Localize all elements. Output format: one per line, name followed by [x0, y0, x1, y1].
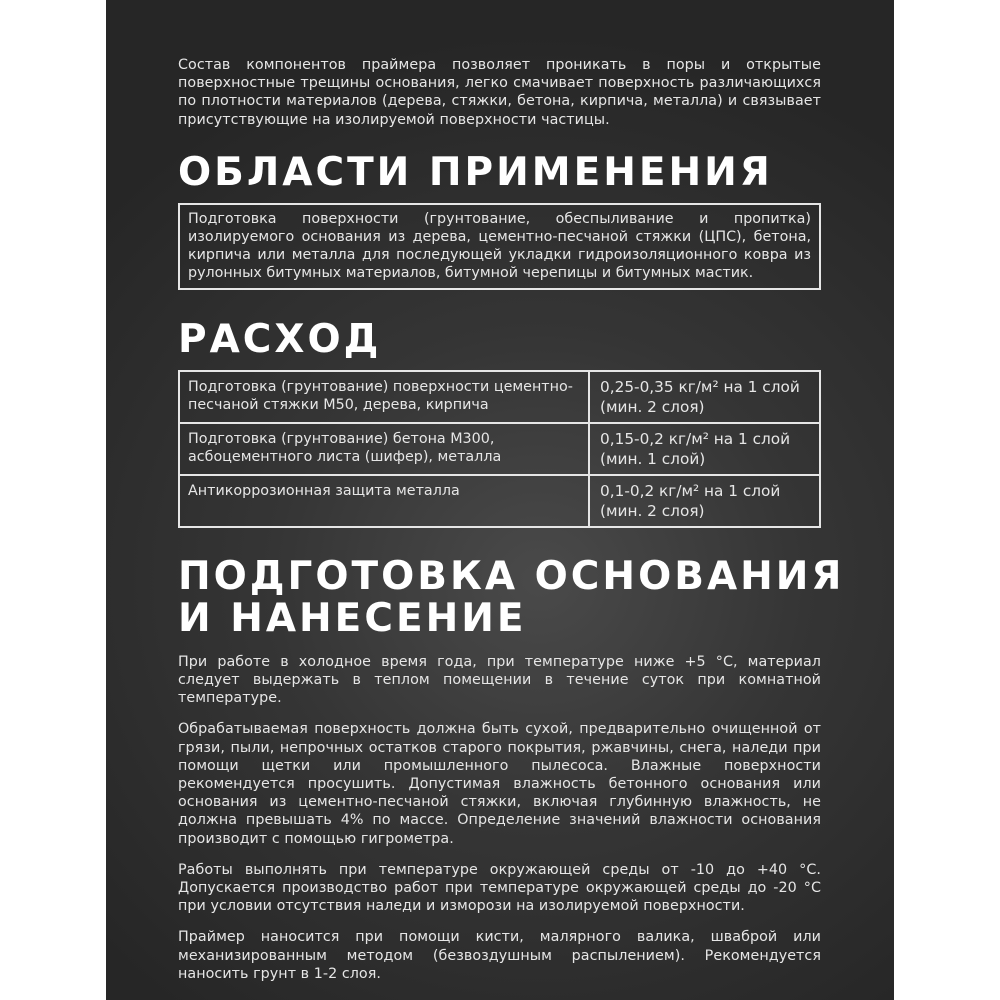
consumption-rate: 0,15-0,2 кг/м² на 1 слой — [600, 429, 791, 448]
table-row — [179, 423, 820, 475]
areas-box: Подготовка поверхности (грунтование, обеспыливание и пропитка) изолируемого основания из дерева, цементно-песчаной стяжки (ЦПС), бетона, кирпича или металла для последующей укладки гидроизоляционного ковра из рулонных битумных материалов, битумной черепицы и битумных мастик. — [178, 203, 821, 290]
consumption-heading: РАСХОД — [178, 316, 382, 362]
table-row — [179, 475, 820, 527]
consumption-use-cell: Антикоррозионная защита металла — [179, 475, 589, 527]
consumption-rate: 0,25-0,35 кг/м² на 1 слой — [600, 377, 800, 396]
prep-heading-line2: И НАНЕСЕНИЕ — [178, 595, 527, 641]
document-panel — [106, 0, 894, 1000]
consumption-table — [178, 370, 821, 528]
table-row — [179, 371, 820, 423]
consumption-use-cell: Подготовка (грунтование) поверхности цементно-песчаной стяжки М50, дерева, кирпича — [179, 371, 589, 423]
areas-heading: ОБЛАСТИ ПРИМЕНЕНИЯ — [178, 149, 773, 195]
prep-paragraph: При работе в холодное время года, при температуре ниже +5 °С, материал следует выдержать в теплом помещении в течение суток при комнатной температуре. — [178, 653, 821, 707]
intro-paragraph: Состав компонентов праймера позволяет проникать в поры и открытые поверхностные трещины основания, легко смачивает поверхность различающихся по плотности материалов (дерева, стяжки, бетона, кирпича, металла) и связывает присутствующие на изолируемой поверхности частицы. — [178, 57, 821, 128]
consumption-rate-cell — [589, 371, 820, 423]
consumption-use-cell: Подготовка (грунтование) бетона М300, асбоцементного листа (шифер), металла — [179, 423, 589, 475]
consumption-rate-cell — [589, 423, 820, 475]
prep-paragraph: Праймер наносится при помощи кисти, малярного валика, шваброй или механизированным методом (безвоздушным распылением). Рекомендуется наносить грунт в 1-2 слоя. — [178, 929, 821, 982]
document-content — [178, 56, 845, 983]
prep-paragraph: Работы выполнять при температуре окружающей среды от -10 до +40 °С. Допускается производство работ при температуре окружающей среды до -20 °С при условии отсутствия наледи и изморози на изолируемой поверхности. — [178, 861, 821, 915]
prep-heading-line1: ПОДГОТОВКА ОСНОВАНИЯ — [178, 553, 845, 599]
consumption-layers: (мин. 1 слой) — [600, 449, 706, 468]
prep-paragraph: Обрабатываемая поверхность должна быть сухой, предварительно очищенной от грязи, пыли, непрочных остатков старого покрытия, ржавчины, снега, наледи при помощи щетки или промышленного пылесоса. Влажные поверхности рекомендуется просушить. Допустимая влажность бетонного основания или основания из цементно-песчаной стяжки, включая глубинную влажность, не должна превышать 4% по массе. Определение значений влажности основания производит с помощью гигрометра. — [178, 721, 821, 847]
consumption-layers: (мин. 2 слоя) — [600, 501, 705, 520]
consumption-layers: (мин. 2 слоя) — [600, 397, 705, 416]
consumption-rate-cell — [589, 475, 820, 527]
consumption-rate: 0,1-0,2 кг/м² на 1 слой — [600, 481, 781, 500]
